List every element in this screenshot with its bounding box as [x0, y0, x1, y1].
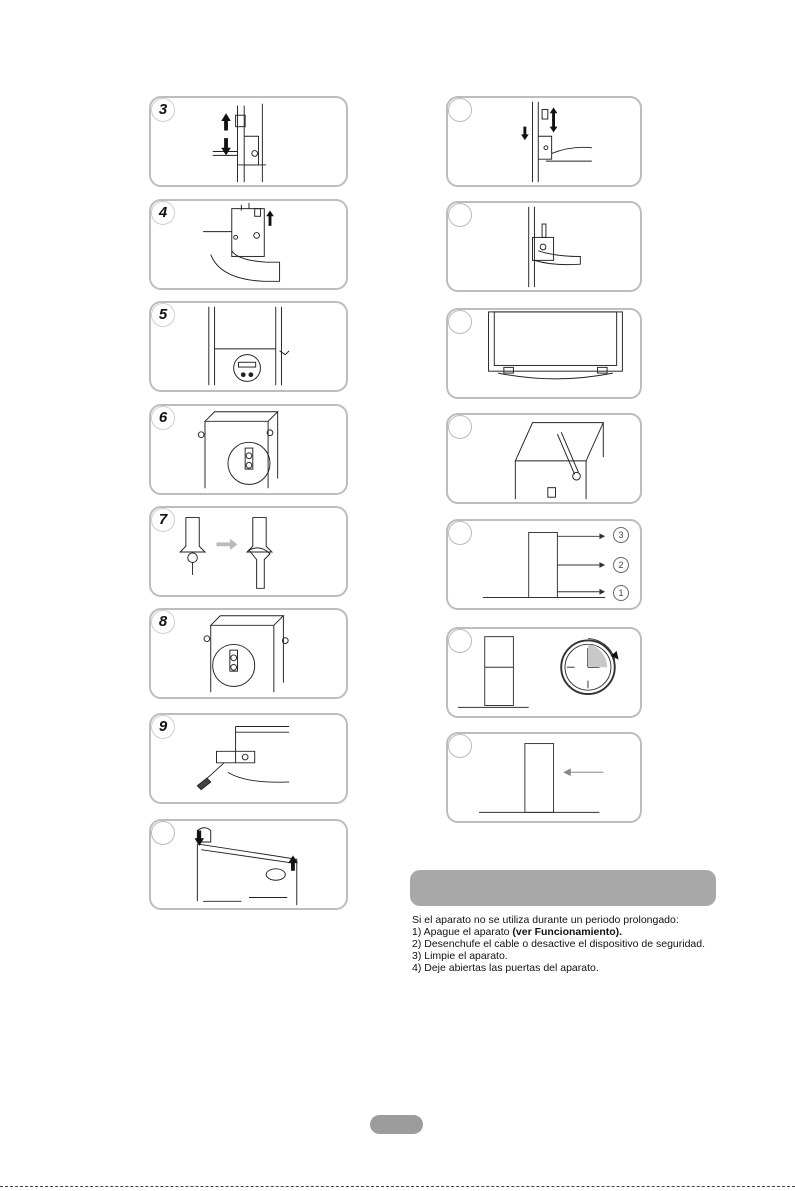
- cabinet-top-illustration: [151, 303, 346, 390]
- step-6-panel: [149, 404, 348, 495]
- step-number: 8: [151, 610, 175, 634]
- step-10-panel: [149, 819, 348, 910]
- step-number: [448, 98, 472, 122]
- cabinet-hinge-zoom-illustration-2: [151, 610, 346, 697]
- step-number: [448, 734, 472, 758]
- step-15-panel: [446, 519, 642, 610]
- step-number: 5: [151, 303, 175, 327]
- step-14-panel: [446, 413, 642, 504]
- step-number: 6: [151, 406, 175, 430]
- storage-line-1: 1) Apague el aparato (ver Funcionamiento).: [412, 926, 623, 938]
- step-11-panel: [446, 96, 642, 187]
- lower-hinge-arrows-illustration: [448, 98, 640, 185]
- storage-line-intro: Si el aparato no se utiliza durante un periodo prolongado:: [412, 914, 679, 926]
- step-13-panel: [446, 308, 642, 399]
- step-3-panel: [149, 96, 348, 187]
- step-number: [151, 821, 175, 845]
- step-number: [448, 310, 472, 334]
- step-8-panel: [149, 608, 348, 699]
- storage-instructions: [412, 914, 752, 974]
- step-number: 4: [151, 201, 175, 225]
- fridge-push-illustration: [448, 734, 640, 821]
- section-header-bar: [410, 870, 716, 906]
- step-number: 9: [151, 715, 175, 739]
- step-12-panel: [446, 201, 642, 292]
- level-label-1: 1: [613, 585, 629, 601]
- step-number: [448, 521, 472, 545]
- storage-line-3: 3) Limpie el aparato.: [412, 950, 508, 962]
- footer-dashed-line: [0, 1186, 795, 1187]
- step-number: [448, 629, 472, 653]
- fridge-top-view-illustration: [448, 415, 640, 502]
- page-number-pill: [370, 1115, 423, 1134]
- wrench-bracket-illustration: [151, 508, 346, 595]
- level-label-3: 3: [613, 527, 629, 543]
- step-number: 3: [151, 98, 175, 122]
- fridge-base-illustration: [448, 310, 640, 397]
- step-17-panel: [446, 732, 642, 823]
- step-9-panel: [149, 713, 348, 804]
- step-16-panel: [446, 627, 642, 718]
- step-number: [448, 415, 472, 439]
- screwdriver-hinge-illustration: [151, 715, 346, 802]
- hinge-screw-illustration: [151, 201, 346, 288]
- fridge-leveling-illustration: [448, 521, 640, 608]
- level-label-2: 2: [613, 557, 629, 573]
- storage-line-4: 4) Deje abiertas las puertas del aparato.: [412, 962, 599, 974]
- step-4-panel: [149, 199, 348, 290]
- step-7-panel: [149, 506, 348, 597]
- step-number: [448, 203, 472, 227]
- lower-hinge-mount-illustration: [448, 203, 640, 290]
- step-number: 7: [151, 508, 175, 532]
- cabinet-hinge-zoom-illustration: [151, 406, 346, 493]
- step-5-panel: [149, 301, 348, 392]
- hinge-arrows-illustration: [151, 98, 346, 185]
- hinge-caps-illustration: [151, 821, 346, 908]
- storage-line-2: 2) Desenchufe el cable o desactive el dispositivo de seguridad.: [412, 938, 706, 950]
- fridge-wait-clock-illustration: [448, 629, 640, 716]
